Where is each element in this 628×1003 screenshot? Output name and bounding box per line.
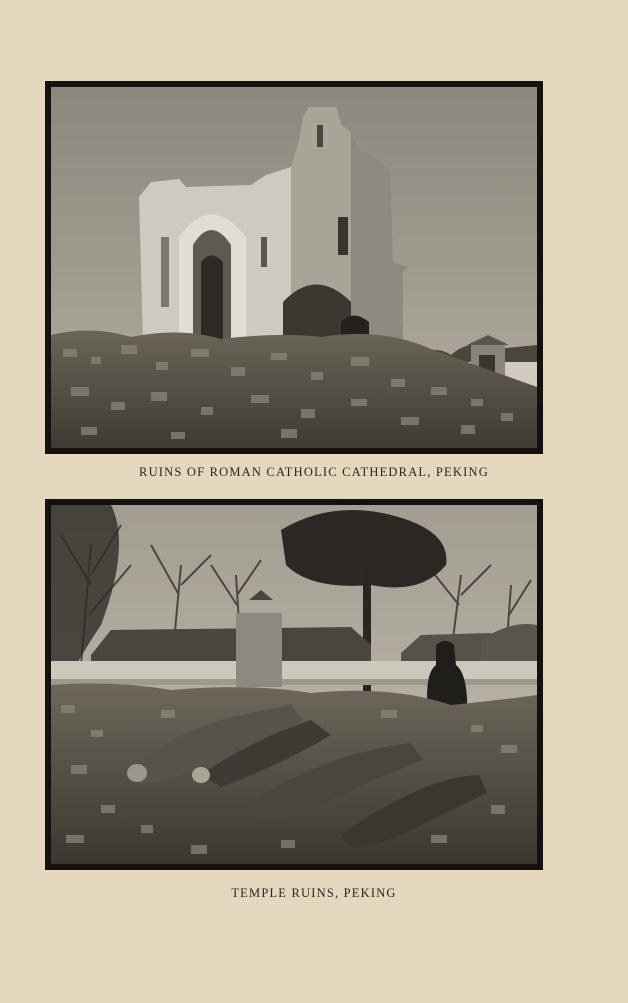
caption-cathedral: RUINS OF ROMAN CATHOLIC CATHEDRAL, PEKING bbox=[139, 465, 489, 479]
photo-cathedral-ruins bbox=[45, 81, 543, 454]
photo-temple-ruins bbox=[45, 499, 543, 870]
cathedral-photo-illustration bbox=[51, 87, 537, 448]
temple-photo-illustration bbox=[51, 505, 537, 864]
caption-temple: TEMPLE RUINS, PEKING bbox=[231, 886, 397, 900]
